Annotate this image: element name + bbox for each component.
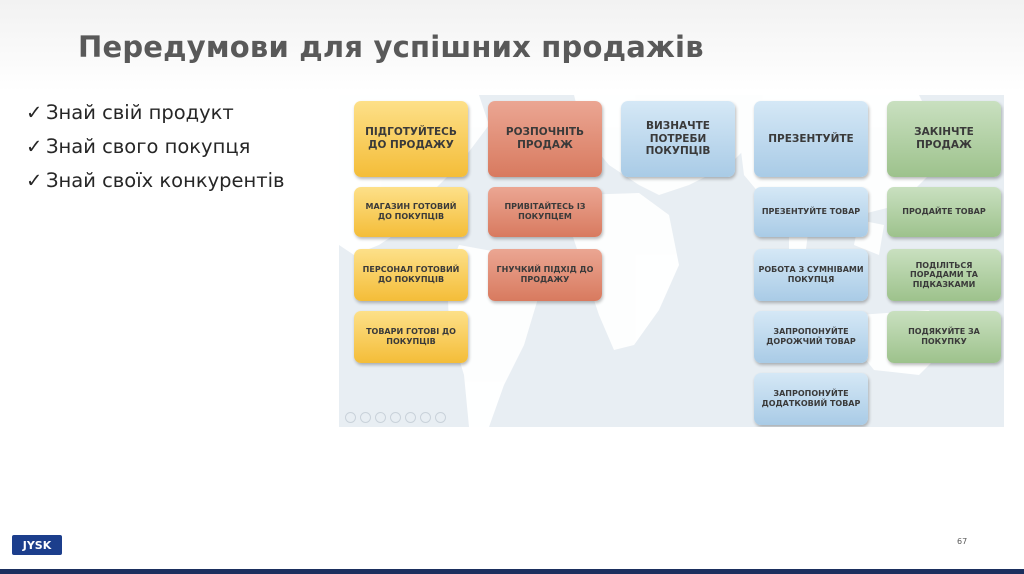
step-sell-product: ПРОДАЙТЕ ТОВАР [887, 187, 1001, 237]
step-header-start-sale: РОЗПОЧНІТЬ ПРОДАЖ [488, 101, 602, 177]
step-share-tips: ПОДІЛІТЬСЯ ПОРАДАМИ ТА ПІДКАЗКАМИ [887, 249, 1001, 301]
rewind-icon[interactable] [360, 412, 371, 423]
step-greet-customer: ПРИВІТАЙТЕСЬ ІЗ ПОКУПЦЕМ [488, 187, 602, 237]
fullscreen-icon[interactable] [420, 412, 431, 423]
check-mark-icon: ✓ [26, 169, 43, 192]
step-thank-customer: ПОДЯКУЙТЕ ЗА ПОКУПКУ [887, 311, 1001, 363]
step-header-close-sale: ЗАКІНЧТЕ ПРОДАЖ [887, 101, 1001, 177]
step-header-identify-needs: ВИЗНАЧТЕ ПОТРЕБИ ПОКУПЦІВ [621, 101, 735, 177]
step-flexible-approach: ГНУЧКИЙ ПІДХІД ДО ПРОДАЖУ [488, 249, 602, 301]
checklist-item [26, 132, 285, 166]
step-goods-ready: ТОВАРИ ГОТОВІ ДО ПОКУПЦІВ [354, 311, 468, 363]
play-icon[interactable] [345, 412, 356, 423]
slide-title: Передумови для успішних продажів [78, 30, 704, 64]
checklist-item-text: Знай свого покупця [46, 135, 251, 158]
step-staff-ready: ПЕРСОНАЛ ГОТОВИЙ ДО ПОКУПЦІВ [354, 249, 468, 301]
step-present-product: ПРЕЗЕНТУЙТЕ ТОВАР [754, 187, 868, 237]
step-header-prepare: ПІДГОТУЙТЕСЬ ДО ПРОДАЖУ [354, 101, 468, 177]
settings-icon[interactable] [435, 412, 446, 423]
checklist-item [26, 166, 285, 200]
footer-bar [0, 569, 1024, 574]
check-mark-icon: ✓ [26, 135, 43, 158]
step-store-ready: МАГАЗИН ГОТОВИЙ ДО ПОКУПЦІВ [354, 187, 468, 237]
step-cross-sell: ЗАПРОПОНУЙТЕ ДОДАТКОВИЙ ТОВАР [754, 373, 868, 425]
page-number: 67 [957, 537, 968, 546]
step-handle-doubts: РОБОТА З СУМНІВАМИ ПОКУПЦЯ [754, 249, 868, 301]
checklist-item [26, 98, 285, 132]
home-icon[interactable] [390, 412, 401, 423]
zoom-icon[interactable] [405, 412, 416, 423]
media-controls [345, 412, 446, 423]
step-upsell: ЗАПРОПОНУЙТЕ ДОРОЖЧИЙ ТОВАР [754, 311, 868, 363]
checklist [26, 98, 285, 200]
checklist-item-text: Знай свій продукт [46, 101, 234, 124]
checklist-item-text: Знай своїх конкурентів [46, 169, 285, 192]
jysk-logo: JYSK [12, 535, 62, 555]
forward-icon[interactable] [375, 412, 386, 423]
check-mark-icon: ✓ [26, 101, 43, 124]
sales-process-diagram [339, 95, 1004, 427]
step-header-present: ПРЕЗЕНТУЙТЕ [754, 101, 868, 177]
